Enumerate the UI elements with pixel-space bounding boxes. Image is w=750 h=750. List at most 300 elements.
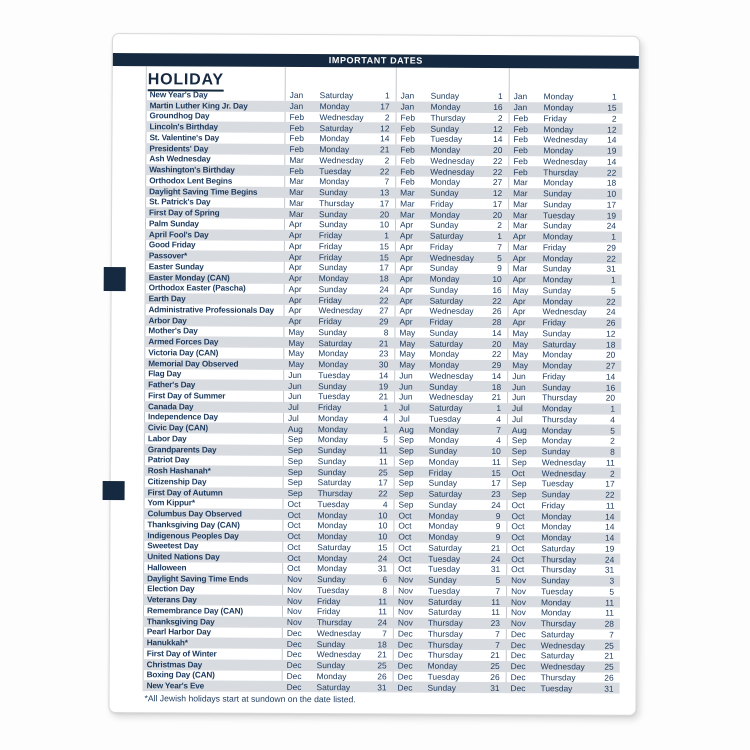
date-cell-year2 [393,553,506,564]
month-label: Jun [288,391,302,402]
weekday-label: Sunday [428,499,457,510]
day-number: 1 [496,403,502,414]
date-cell-year1 [282,520,393,531]
weekday-label: Thursday [541,564,577,575]
month-label: Mar [513,209,528,220]
date-cell-year1 [284,241,395,252]
month-label: May [288,348,305,359]
month-label: Mar [289,197,304,208]
month-label: Sep [287,434,303,445]
day-number: 18 [606,177,617,189]
weekday-label: Friday [318,294,342,305]
day-number: 2 [497,112,503,123]
important-dates-banner: IMPORTANT DATES [113,53,639,69]
month-label: Mar [400,187,415,198]
month-label: May [512,349,529,360]
holiday-name-cell: Flag Day [148,369,182,379]
date-cell-year2 [393,585,506,596]
weekday-label: Friday [541,500,565,511]
weekday-label: Tuesday [317,498,350,510]
month-label: Apr [512,295,526,306]
calendar-page [108,33,640,716]
month-label: Aug [287,423,303,434]
date-cell-year2 [395,134,508,145]
weekday-label: Monday [428,456,459,467]
date-cell-year2 [394,413,507,424]
weekday-label: Monday [543,102,574,113]
weekday-label: Thursday [542,392,578,403]
day-number: 11 [379,456,388,467]
day-number: 9 [497,263,502,274]
weekday-label: Sunday [429,381,458,392]
month-label: Dec [510,650,526,661]
month-label: Apr [512,252,526,263]
month-label: Feb [513,166,528,177]
month-label: Feb [400,166,415,177]
date-cell-year3 [508,199,622,210]
date-cell-year3 [509,113,623,124]
weekday-label: Sunday [430,123,459,134]
month-label: Apr [288,294,302,305]
month-label: Nov [286,617,302,628]
month-label: Feb [513,155,528,167]
day-number: 12 [492,188,503,199]
date-cell-year2 [395,306,508,317]
month-label: Oct [398,510,412,521]
day-number: 9 [495,521,501,532]
weekday-label: Monday [317,552,348,563]
month-label: Apr [288,262,302,273]
month-label: Sep [398,445,414,456]
day-number: 1 [497,231,502,242]
date-cell-year2 [395,188,508,199]
weekday-label: Wednesday [316,627,361,639]
weekday-label: Saturday [429,295,464,306]
month-label: May [512,360,529,371]
weekday-label: Friday [543,113,567,124]
weekday-label: Monday [428,510,459,521]
weekday-label: Sunday [543,188,572,199]
day-number: 20 [605,349,616,361]
date-cell-year2 [393,671,506,682]
holiday-name-cell: Presidents' Day [149,143,209,154]
date-cell-year1 [284,219,395,230]
weekday-label: Wednesday [430,166,475,177]
weekday-label: Friday [318,240,343,252]
day-number: 19 [606,210,617,221]
month-label: Oct [511,499,525,511]
day-number: 21 [604,650,614,662]
day-number: 18 [377,639,387,650]
weekday-label: Monday [541,596,571,608]
holiday-name-cell: Easter Sunday [148,262,204,272]
month-label: Oct [398,520,412,531]
weekday-label: Friday [542,242,567,253]
day-number: 18 [491,381,502,392]
month-label: Sep [398,456,414,467]
month-label: May [399,338,416,349]
date-cell-year1 [282,585,393,596]
weekday-label: Sunday [542,328,571,339]
weekday-label: Saturday [429,230,464,241]
day-number: 23 [490,618,500,629]
day-number: 1 [611,274,616,285]
month-label: Dec [510,671,526,683]
month-label: Nov [287,595,302,606]
date-cell-year3 [508,306,622,317]
date-cell-year1 [283,370,394,381]
day-number: 21 [378,391,389,402]
month-label: Nov [287,574,303,585]
date-cell-year3 [507,468,621,479]
month-label: Aug [511,424,527,435]
day-number: 19 [604,543,615,554]
date-cell-year1 [284,305,395,316]
date-cell-year3 [506,661,620,672]
day-number: 2 [384,155,390,166]
month-label: Oct [287,563,301,574]
month-label: May [399,327,416,338]
day-number: 29 [606,242,616,253]
weekday-label: Tuesday [541,586,573,597]
weekday-label: Sunday [429,284,459,295]
month-label: Sep [287,488,303,499]
month-label: Sep [287,477,303,488]
weekday-label: Wednesday [540,639,585,651]
date-cell-year1 [283,391,394,402]
date-cell-year2 [394,435,507,446]
day-number: 21 [380,144,390,155]
month-label: Mar [289,176,304,187]
holiday-name-cell: Good Friday [148,240,196,250]
weekday-label: Thursday [540,618,576,629]
table-row [143,680,620,693]
day-number: 8 [382,585,388,596]
month-label: Mar [513,198,528,210]
month-label: Jul [288,402,299,413]
weekday-label: Friday [318,402,342,413]
weekday-label: Tuesday [543,209,575,221]
date-cell-year3 [506,683,620,694]
day-number: 11 [379,445,388,456]
weekday-label: Sunday [429,220,459,231]
weekday-label: Sunday [429,263,459,274]
month-label: Dec [510,682,526,693]
month-label: Mar [513,177,528,188]
date-cell-year2 [395,198,508,209]
day-number: 14 [380,133,390,144]
holiday-table [143,66,624,693]
day-number: 14 [607,134,617,146]
weekday-label: Tuesday [428,553,461,564]
date-cell-year1 [284,176,395,187]
date-cell-year1 [283,477,394,488]
month-label: Dec [397,682,413,693]
holiday-name-cell: Grandparents Day [147,444,217,455]
day-number: 11 [606,457,615,468]
day-number: 1 [383,424,388,435]
month-label: Oct [398,531,412,542]
weekday-label: Sunday [318,262,348,273]
day-number: 14 [605,511,615,522]
day-number: 14 [605,532,615,543]
weekday-label: Monday [427,660,458,671]
month-label: Jul [399,402,410,413]
month-label: Feb [400,133,415,144]
month-label: May [512,284,529,296]
date-cell-year3 [508,231,622,242]
date-cell-year1 [283,402,394,413]
month-label: Feb [400,144,415,155]
day-number: 25 [377,660,387,671]
day-number: 14 [606,156,617,167]
weekday-label: Monday [317,412,348,424]
date-cell-year3 [507,317,621,328]
holiday-name-cell: Administrative Professionals Day [148,305,274,315]
day-number: 28 [604,618,614,629]
weekday-label: Tuesday [428,413,461,424]
date-cell-year2 [394,446,507,457]
weekday-label: Tuesday [428,564,461,575]
month-label: Dec [397,660,413,671]
date-cell-year2 [394,317,507,328]
date-cell-year3 [508,167,622,178]
date-cell-year1 [284,187,395,198]
day-number: 17 [379,262,389,273]
date-cell-year2 [393,628,506,639]
weekday-label: Monday [543,145,574,156]
day-number: 14 [605,521,615,533]
date-cell-year3 [507,435,621,446]
date-cell-year3 [508,177,622,188]
day-number: 11 [492,456,501,467]
weekday-label: Sunday [316,660,346,671]
holiday-name-cell: First Day of Winter [146,649,217,659]
weekday-label: Monday [430,101,461,112]
weekday-label: Monday [319,176,350,187]
weekday-label: Monday [542,252,573,264]
month-label: Apr [399,219,414,230]
date-cell-year3 [506,618,620,629]
month-label: Dec [510,639,526,650]
month-label: May [512,338,529,349]
date-cell-year3 [508,188,622,199]
day-number: 15 [491,467,501,478]
month-label: Sep [287,445,303,456]
day-number: 2 [611,113,617,124]
weekday-label: Wednesday [319,154,364,166]
day-number: 1 [497,91,503,102]
day-number: 14 [493,134,503,145]
day-number: 22 [492,166,503,177]
month-label: Nov [398,596,413,607]
day-number: 22 [606,167,617,178]
day-number: 22 [492,295,502,306]
day-number: 7 [609,629,614,640]
day-number: 24 [606,306,616,318]
date-cell-year2 [395,274,508,285]
month-label: Jan [513,102,528,113]
month-label: Oct [398,542,412,553]
date-cell-year1 [283,327,394,338]
day-number: 23 [378,348,389,359]
day-number: 24 [379,284,389,295]
date-cell-year3 [506,564,620,575]
day-number: 5 [610,425,615,436]
holiday-name-cell: Yom Kippur* [147,498,195,508]
day-number: 10 [378,531,388,542]
date-cell-year3 [508,156,622,167]
date-cell-year2 [393,682,506,693]
date-cell-year2 [395,145,508,156]
day-number: 17 [491,478,501,489]
month-label: Feb [400,123,415,134]
month-label: Jun [399,381,413,392]
holiday-name-cell: Mother's Day [148,326,198,336]
date-cell-year2 [393,639,506,650]
weekday-label: Sunday [541,489,571,500]
month-label: Apr [399,295,413,306]
month-label: Jun [288,380,302,391]
day-number: 22 [605,489,615,500]
month-label: Dec [397,628,413,639]
month-label: May [512,327,529,339]
date-cell-year2 [395,241,508,252]
holiday-name-cell: Pearl Harbor Day [146,627,211,637]
weekday-label: Wednesday [316,649,361,660]
month-label: Apr [399,284,413,295]
day-number: 26 [490,671,500,682]
date-cell-year3 [507,500,621,511]
day-number: 4 [496,435,501,446]
weekday-label: Wednesday [430,155,475,166]
weekday-label: Wednesday [429,392,474,403]
weekday-label: Friday [429,241,454,252]
month-label: Oct [287,531,301,542]
day-number: 11 [378,596,388,607]
day-number: 7 [497,241,502,252]
holiday-name-cell: Rosh Hashanah* [147,466,211,476]
weekday-label: Sunday [318,380,347,391]
date-cell-year3 [508,124,622,135]
holiday-name-cell: Boxing Day (CAN) [146,670,215,680]
day-number: 15 [379,241,389,252]
holiday-name-cell: Armed Forces Day [148,337,219,347]
day-number: 31 [490,682,500,693]
weekday-label: Saturday [316,681,351,692]
date-cell-year3 [507,425,621,436]
date-cell-year1 [282,649,393,660]
day-number: 2 [610,435,615,447]
date-cell-year1 [284,133,395,144]
holiday-name-cell: Easter Monday (CAN) [148,272,230,283]
day-number: 5 [495,575,501,586]
day-number: 10 [378,520,388,531]
date-cell-year2 [395,177,508,188]
holiday-name-cell: Ash Wednesday [149,154,211,164]
day-number: 24 [606,220,617,232]
date-cell-year2 [394,381,507,392]
weekday-label: Saturday [428,488,463,499]
weekday-label: Saturday [429,402,463,413]
day-number: 17 [605,478,615,490]
month-label: Jan [400,90,415,101]
month-label: Feb [289,111,305,122]
weekday-label: Friday [430,198,454,209]
day-number: 21 [379,338,389,349]
month-label: May [288,337,305,348]
weekday-label: Sunday [317,466,347,477]
date-cell-year3 [508,253,622,264]
month-label: Apr [288,316,302,327]
day-number: 16 [493,102,503,113]
month-label: Apr [288,230,303,241]
weekday-label: Sunday [318,283,348,295]
date-cell-year1 [283,434,394,445]
day-number: 24 [491,499,501,510]
day-number: 8 [383,327,389,338]
day-number: 12 [606,328,616,339]
month-label: Mar [289,208,304,219]
date-cell-year2 [394,370,507,381]
month-label: Nov [287,584,303,595]
day-number: 3 [609,575,615,586]
weekday-label: Monday [543,91,574,102]
date-cell-year1 [284,123,395,134]
date-cell-year3 [508,220,622,231]
date-cell-year2 [395,231,508,242]
date-cell-year1 [283,445,394,456]
weekday-label: Monday [542,360,573,371]
date-cell-year1 [283,424,394,435]
date-cell-year2 [393,618,506,629]
month-label: Nov [286,606,302,617]
day-number: 23 [491,489,501,500]
holiday-name-cell: Independence Day [147,412,218,422]
weekday-label: Monday [543,123,574,135]
weekday-label: Tuesday [427,671,460,682]
date-cell-year3 [507,403,621,414]
month-label: Apr [399,262,413,273]
weekday-label: Monday [318,359,349,370]
weekday-label: Wednesday [541,467,586,479]
weekday-label: Friday [318,316,342,327]
weekday-label: Sunday [541,446,571,457]
weekday-label: Monday [542,403,572,414]
day-number: 17 [606,199,617,210]
date-cell-year2 [395,155,508,166]
month-label: Dec [510,661,526,672]
weekday-label: Sunday [428,574,457,585]
date-cell-year2 [393,532,506,543]
date-cell-year3 [507,339,621,350]
day-number: 5 [383,434,388,445]
date-cell-year1 [284,209,395,220]
day-number: 25 [490,661,500,672]
holiday-name-cell: Daylight Saving Time Ends [147,573,249,584]
month-label: Mar [289,154,304,165]
day-number: 19 [607,145,617,156]
month-label: Apr [512,306,526,317]
holiday-name-cell: Earth Day [148,294,186,304]
month-label: Oct [511,521,525,532]
date-cell-year1 [283,381,394,392]
day-number: 22 [491,349,502,360]
day-number: 10 [491,446,501,457]
day-number: 2 [384,112,390,123]
weekday-label: Tuesday [541,478,574,489]
date-cell-year1 [284,295,395,306]
